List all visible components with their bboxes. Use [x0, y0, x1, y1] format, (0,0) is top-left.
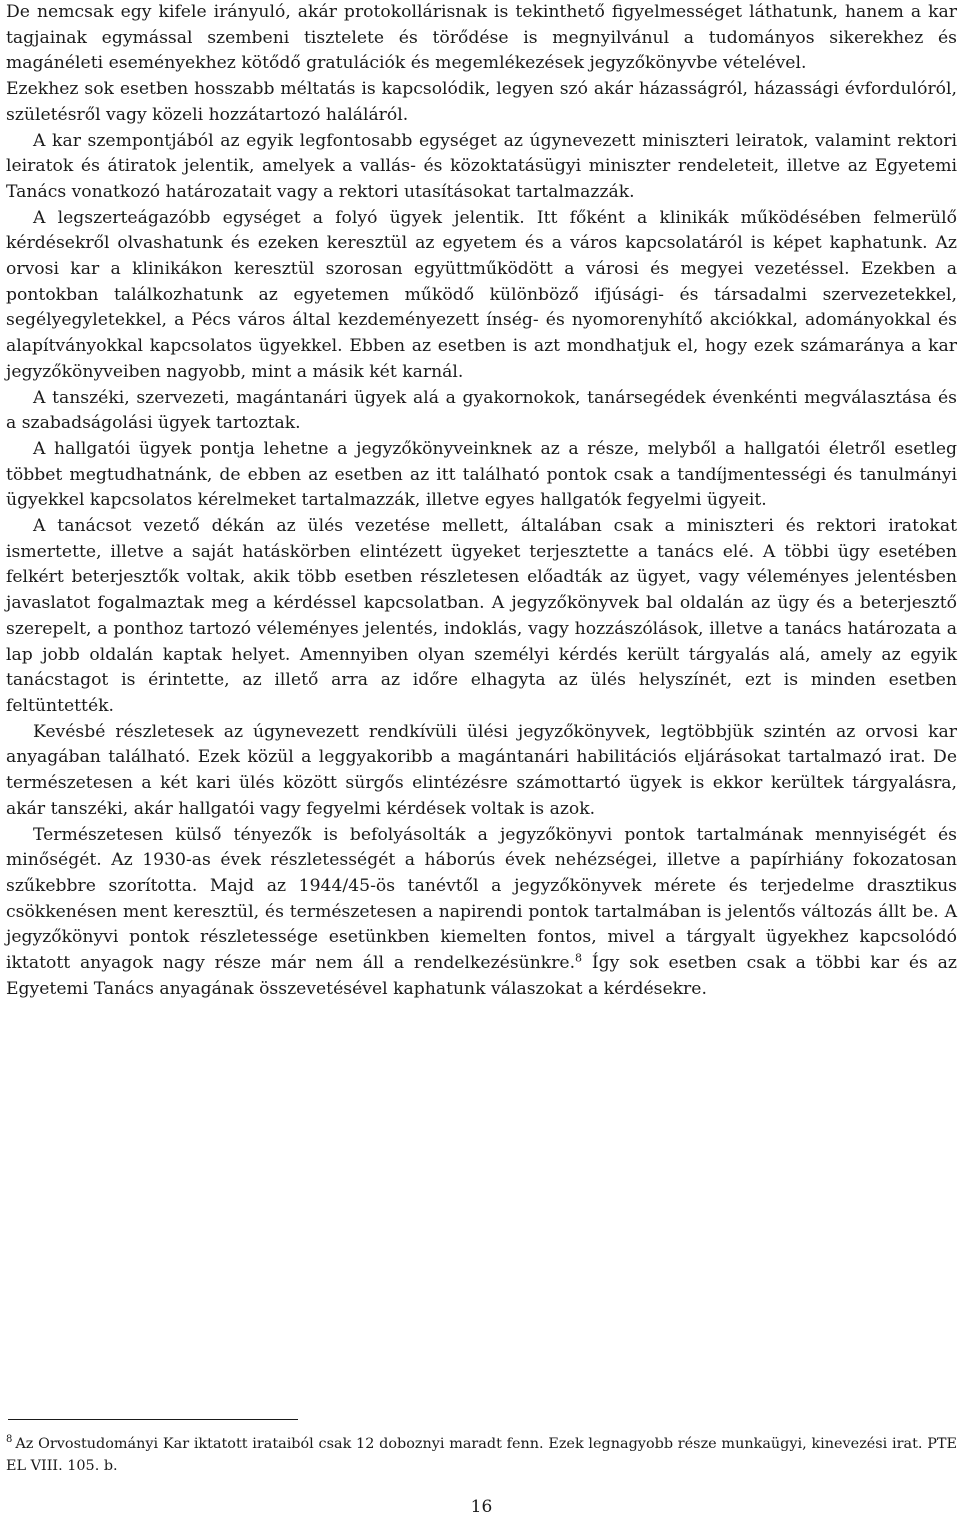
footnote — [6, 1433, 957, 1477]
footnote-text: Az Orvostudományi Kar iktatott irataiból csak 12 doboznyi maradt fenn. Ezek legnagyobb része munkaügyi, kinevezési irat. PTE EL VIII. 105. b. — [6, 1436, 957, 1474]
footnote-paragraph — [6, 1433, 957, 1477]
paragraph-3: A kar szempontjából az egyik legfontosabb egységet az úgynevezett miniszteri leiratok, valamint rektori leiratok és átiratok jelentik, amelyek a vallás- és közoktatásügyi miniszter rendeleteit, illetve az Egyetemi Tanács vonatkozó határozatait vagy a rektori utasításokat tartalmazzák. — [6, 130, 957, 202]
paragraph-5: A tanszéki, szervezeti, magántanári ügyek alá a gyakornokok, tanársegédek évenkénti megválasztása és a szabadságolási ügyek tartoztak. — [6, 387, 957, 434]
page-number: 16 — [470, 1497, 493, 1517]
footnote-divider — [8, 1419, 298, 1420]
paragraph-7: A tanácsot vezető dékán az ülés vezetése mellett, általában csak a miniszteri és rektori iratokat ismertette, illetve a saját hatáskörben elintézett ügyeket terjesztette a tanács elé. A többi ügy esetében felkért beterjesztők voltak, akik több esetben részletesen előadták az ügyet, vagy véleményes jelentésben javaslatot fogalmaztak meg a kérdéssel kapcsolatban. A jegyzőkönyvek bal oldalán az ügy és a beterjesztő szerepelt, a ponthoz tartozó véleményes jelentés, indoklás, vagy hozzászólások, illetve a tanács határozata a lap jobb oldalán kaptak helyet. Amennyiben olyan személyi kérdés került tárgyalás alá, amely az egyik tanácstagot is érintette, az illető arra az időre elhagyta az ülés helyszínét, ezt is minden esetben feltüntették. — [6, 516, 957, 716]
paragraph-4: A legszerteágazóbb egységet a folyó ügyek jelentik. Itt főként a klinikák működésében felmerülő kérdésekről olvashatunk és ezeken keresztül az egyetem és a város kapcsolatáról is képet kaphatunk. Az orvosi kar a klinikákon keresztül szorosan együttműködött a városi és megyei vezetéssel. Ezekben a pontokban találkozhatunk az egyetemen működő különböző ifjúsági- és társadalmi szervezetekkel, segélyegyletekkel, a Pécs város által kezdeményezett ínség- és nyomorenyhítő akciókkal, adományokkal és alapítványokkal kapcsolatos ügyekkel. Ebben az esetben is azt mondhatjuk el, hogy ezek számaránya a kar jegyzőkönyveiben nagyobb, mint a másik két karnál. — [6, 207, 957, 382]
footnote-marker: 8 — [6, 1434, 13, 1446]
paragraph-9-tail: Így sok esetben csak a többi kar és az Egyetemi Tanács anyagának összevetésével kaphatunk válaszokat a kérdésekre. — [6, 953, 957, 999]
paragraph-6: A hallgatói ügyek pontja lehetne a jegyzőkönyveinknek az a része, melyből a hallgatói életről esetleg többet megtudhatnánk, de ebben az esetben az itt található pontok csak a tandíjmentességi és tanulmányi ügyekkel kapcsolatos kérelmeket tartalmazzák, illetve egyes hallgatók fegyelmi ügyeit. — [6, 438, 957, 511]
footnote-reference[interactable]: 8 — [575, 951, 583, 965]
body-text — [6, 0, 957, 1002]
paragraph-8: Kevésbé részletesek az úgynevezett rendkívüli ülési jegyzőkönyvek, legtöbbjük szintén az orvosi kar anyagában található. Ezek közül a leggyakoribb a magántanári habilitációs eljárásokat tartalmazó irat. De természetesen a két kari ülés között sürgős elintézésre számottartó ügyek is ekkor kerültek tárgyalásra, akár tanszéki, akár hallgatói vagy fegyelmi kérdések voltak is azok. — [6, 721, 957, 819]
paragraph-2: Ezekhez sok esetben hosszabb méltatás is kapcsolódik, legyen szó akár házasságról, házassági évfordulóról, születésről vagy közeli hozzátartozó haláláról. — [6, 79, 957, 125]
paragraph-9-text: Természetesen külső tényezők is befolyásolták a jegyzőkönyvi pontok tartalmának mennyiségét és minőségét. Az 1930-as évek részletességét a háborús évek nehézségei, illetve a papírhiány fokozatosan szűkebbre szorította. Majd az 1944/45-ös tanévtől a jegyzőkönyvek mérete és terjedelme drasztikus csökkenésen ment keresztül, és természetesen a napirendi pontok tartalmában is jelentős változás állt be. A jegyzőkönyvi pontok részletessége esetünkben kiemelten fontos, mivel a tárgyalt ügyekhez kapcsolódó iktatott anyagok nagy része már nem áll a rendelkezésünkre. — [6, 824, 957, 974]
document-page — [6, 0, 957, 1520]
paragraph-9 — [6, 823, 957, 1003]
paragraph-1: De nemcsak egy kifele irányuló, akár protokollárisnak is tekinthető figyelmességet láthatunk, hanem a kar tagjainak egymással szembeni tisztelete és törődése is megnyilvánul a tudományos sikerekhez és magánéleti eseményekhez kötődő gratulációk és megemlékezések jegyzőkönyvbe vételével. — [6, 2, 957, 74]
